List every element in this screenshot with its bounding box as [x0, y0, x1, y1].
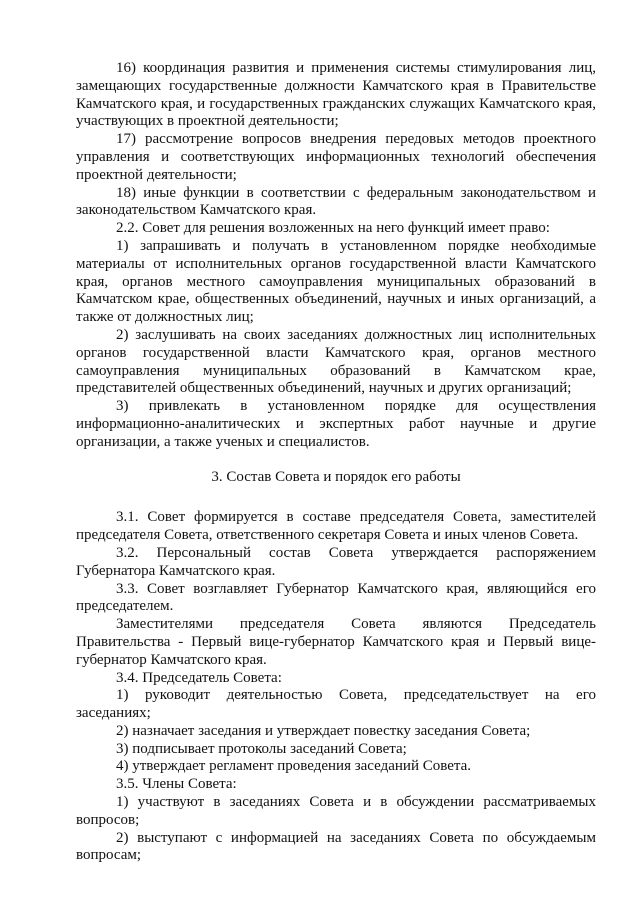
paragraph-item-17: 17) рассмотрение вопросов внедрения передовых методов проектного управления и соответствующих информационных технологий обеспечения проектной деятельности; [76, 131, 596, 183]
paragraph-3-2: 3.2. Персональный состав Совета утверждается распоряжением Губернатора Камчатского края. [76, 544, 596, 579]
paragraph-item-18: 18) иные функции в соответствии с федеральным законодательством и законодательством Камчатского края. [76, 184, 596, 219]
paragraph-deputies: Заместителями председателя Совета являются Председатель Правительства - Первый вице-губернатор Камчатского края и Первый вице-губернатор Камчатского края. [76, 616, 596, 668]
paragraph-3-5: 3.5. Члены Совета: [116, 776, 237, 793]
paragraph-3-1: 3.1. Совет формируется в составе председателя Совета, заместителей председателя Совета, ответственного секретаря Совета и иных членов Совета. [76, 509, 596, 544]
paragraph-right-2: 2) заслушивать на своих заседаниях должностных лиц исполнительных органов государственной власти Камчатского края, органов местного самоуправления муниципальных образований в Камчатском крае, представителей общественных объединений, научных и других организаций; [76, 326, 596, 397]
paragraph-right-1: 1) запрашивать и получать в установленном порядке необходимые материалы от исполнительных органов государственной власти Камчатского края, органов местного самоуправления муниципальных образований в Камчатском крае, общественных объединений, научных и иных организаций, а также от должностных лиц; [76, 237, 596, 326]
paragraph-chair-3: 3) подписывает протоколы заседаний Совета; [116, 740, 407, 757]
paragraph-chair-4: 4) утверждает регламент проведения заседаний Совета. [116, 758, 472, 775]
paragraph-3-4: 3.4. Председатель Совета: [116, 669, 282, 686]
paragraph-3-3: 3.3. Совет возглавляет Губернатор Камчатского края, являющийся его председателем. [76, 580, 596, 615]
section-heading: 3. Состав Совета и порядок его работы [211, 468, 461, 485]
paragraph-members-1: 1) участвуют в заседаниях Совета и в обсуждении рассматриваемых вопросов; [76, 794, 596, 828]
paragraph-item-16: 16) координация развития и применения системы стимулирования лиц, замещающих государственные должности Камчатского края в Правительстве Камчатского края, и государственных гражданских служащих Камчатского края, участвующих в проектной деятельности; [76, 60, 596, 130]
paragraph-2-2: 2.2. Совет для решения возложенных на него функций имеет право: [116, 220, 550, 237]
paragraph-chair-1: 1) руководит деятельностью Совета, председательствует на его заседаниях; [76, 687, 596, 722]
paragraph-chair-2: 2) назначает заседания и утверждает повестку заседания Совета; [116, 722, 531, 739]
paragraph-members-2: 2) выступают с информацией на заседаниях Совета по обсуждаемым вопросам; [76, 829, 596, 864]
paragraph-right-3: 3) привлекать в установленном порядке для осуществления информационно-аналитических и экспертных работ научные и другие организации, а также ученых и специалистов. [76, 398, 596, 450]
